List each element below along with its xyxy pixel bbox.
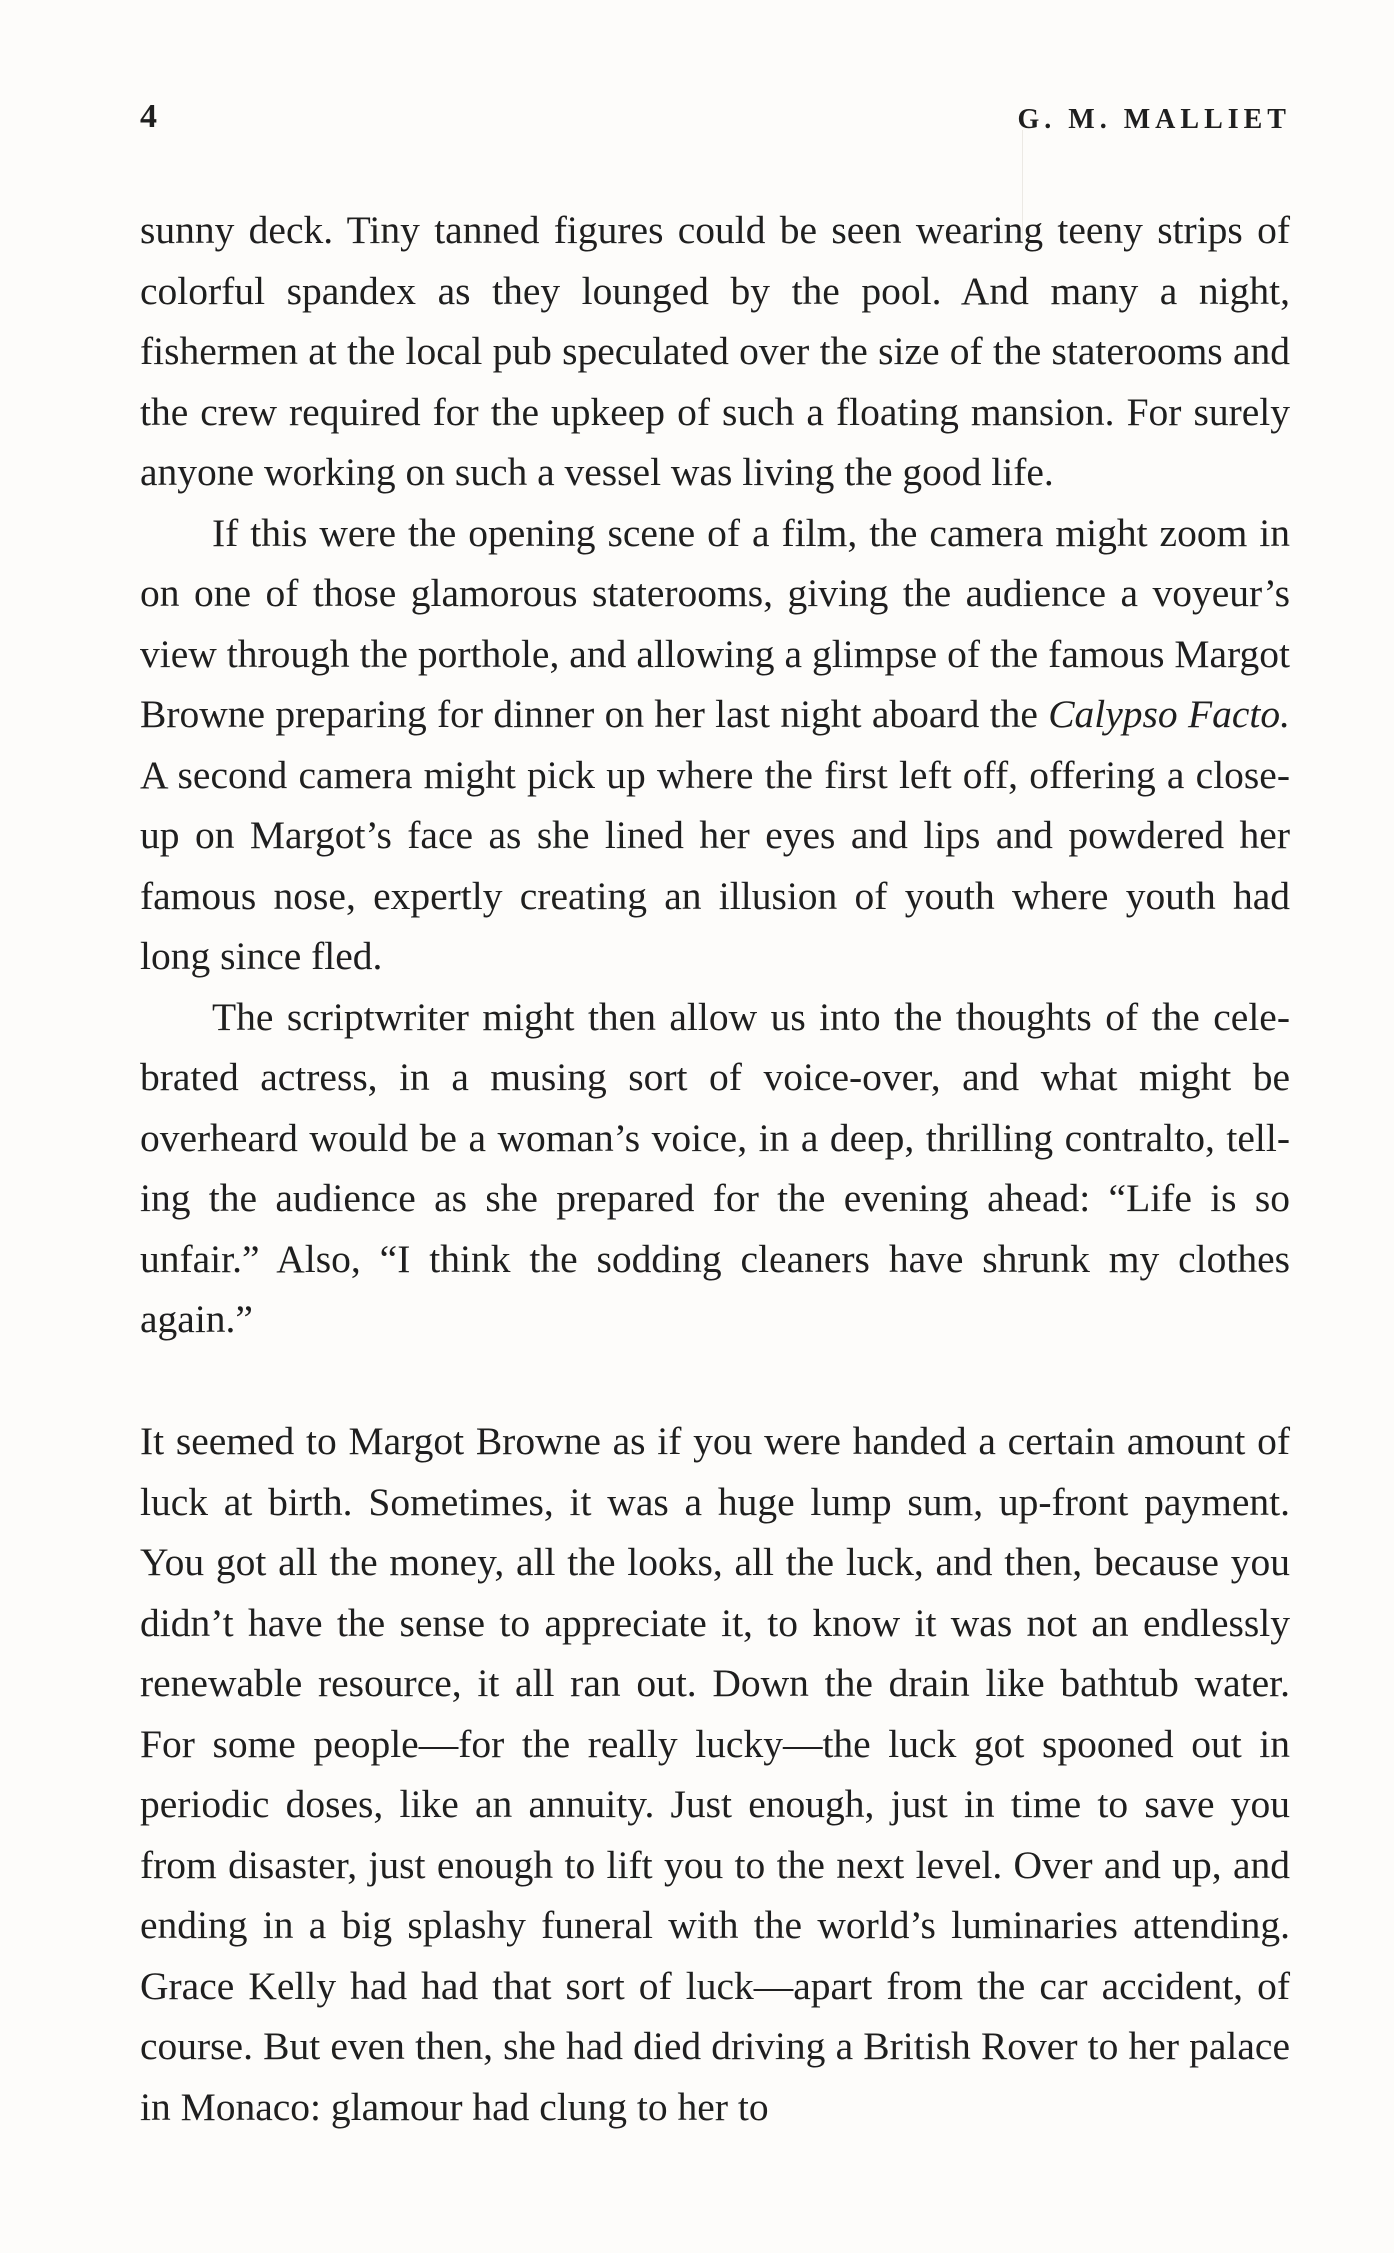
section-two — [140, 1411, 1290, 2137]
page-header — [140, 98, 1291, 148]
paragraph-2-text-end: A second camera might pick up where the first left off, offering a close-up on Margot’s face as she lined her eyes and lips and powdered her famous nose, expertly creating an illusion of youth where youth had long since fled. — [140, 752, 1290, 978]
page-number: 4 — [140, 98, 157, 135]
paragraph-4: It seemed to Margot Browne as if you were handed a certain amount of luck at birth. Sometimes, it was a huge lump sum, up-front payment. You got all the money, all the looks, all the luck, and then, because you didn’t have the sense to appreciate it, to know it was not an endlessly renewable resource, it all ran out. Down the drain like bathtub water. For some people—for the really lucky—the luck got spooned out in periodic doses, like an annuity. Just enough, just in time to save you from disaster, just enough to lift you to the next level. Over and up, and ending in a big splashy funeral with the world’s luminaries attending. Grace Kelly had had that sort of luck—apart from the car accident, of course. But even then, she had died driving a British Rover to her palace in Monaco: glamour had clung to her to — [140, 1419, 1290, 2129]
ship-name: Calypso Facto. — [1048, 692, 1290, 736]
running-head-author: G. M. MALLIET — [1017, 104, 1291, 135]
section-one — [140, 200, 1290, 1350]
paragraph-3: The scriptwriter might then allow us into the thoughts of the celebrated actress, in a musing sort of voice-over, and what might be overheard would be a woman’s voice, in a deep, thrilling contralto, telling the audience as she prepared for the evening ahead: “Life is so unfair.” Also, “I think the sodding cleaners have shrunk my clothes again.” — [140, 994, 1290, 1341]
paragraph-1: sunny deck. Tiny tanned figures could be seen wearing teeny strips of colorful spandex as they lounged by the pool. And many a night, fishermen at the local pub speculated over the size of the staterooms and the crew required for the upkeep of such a floating mansion. For surely anyone working on such a vessel was living the good life. — [140, 208, 1290, 494]
paragraph-2 — [140, 503, 1290, 987]
paragraph-2-text-start: If this were the opening scene of a film, the camera might zoom in on one of those glamorous staterooms, giving the audience a voyeur’s view through the porthole, and allowing a glimpse of the famous Margot Browne preparing for dinner on her last night aboard the — [140, 510, 1290, 736]
